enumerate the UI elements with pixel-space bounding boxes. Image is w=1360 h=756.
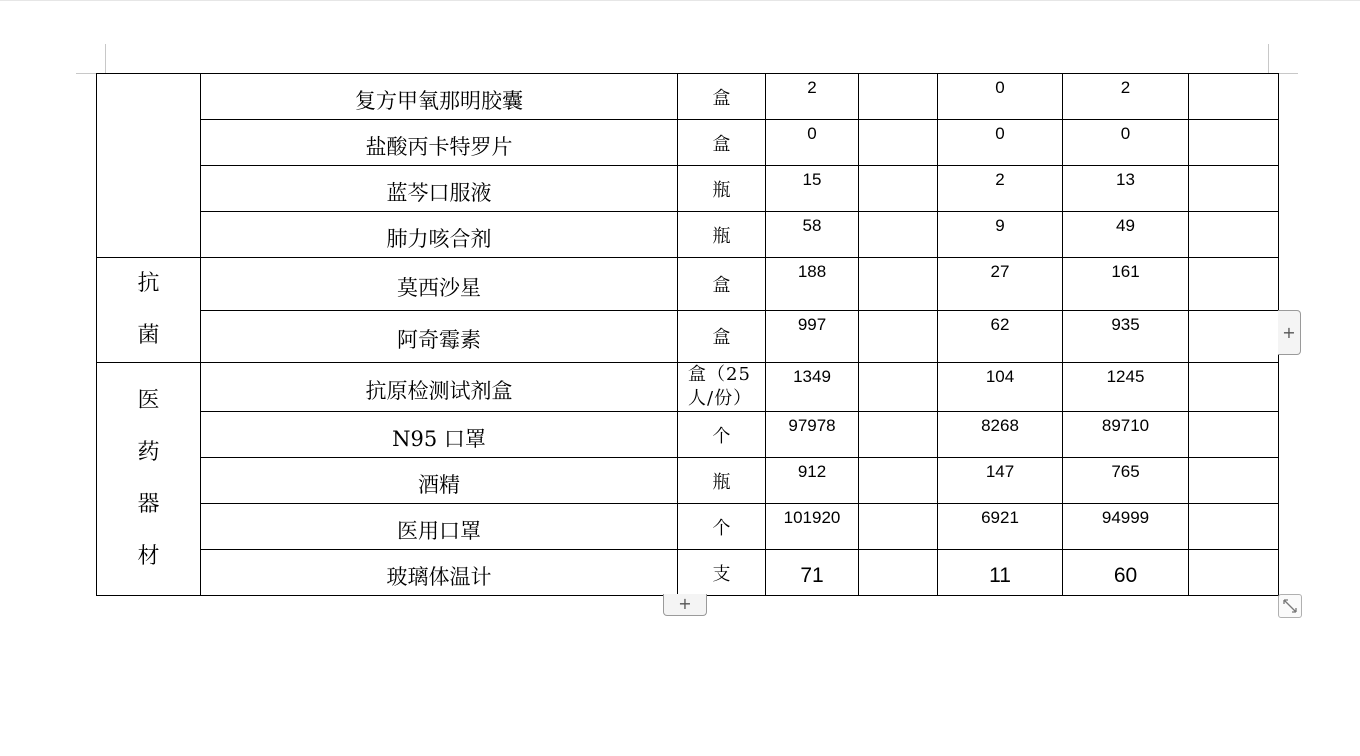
item-name-cell[interactable]: 复方甲氧那明胶囊: [201, 74, 678, 120]
empty-cell[interactable]: [1189, 212, 1279, 258]
unit-cell[interactable]: 瓶: [678, 458, 766, 504]
quantity-cell[interactable]: 912: [766, 458, 859, 504]
table-row: [97, 363, 1279, 412]
empty-cell[interactable]: [1189, 458, 1279, 504]
unit-cell[interactable]: 盒（25人/份）: [678, 363, 766, 412]
item-name-cell[interactable]: 蓝芩口服液: [201, 166, 678, 212]
quantity-cell[interactable]: 58: [766, 212, 859, 258]
quantity-cell[interactable]: 1349: [766, 363, 859, 412]
table-row: [97, 212, 1279, 258]
quantity-cell[interactable]: 94999: [1063, 504, 1189, 550]
quantity-cell[interactable]: 0: [1063, 120, 1189, 166]
quantity-cell[interactable]: 0: [938, 120, 1063, 166]
category-cell-antibacterial[interactable]: [97, 258, 201, 363]
empty-cell[interactable]: [859, 504, 938, 550]
plus-icon: +: [1282, 323, 1296, 342]
add-row-button[interactable]: [663, 594, 707, 616]
unit-cell[interactable]: 瓶: [678, 212, 766, 258]
category-char: 材: [137, 544, 160, 569]
empty-cell[interactable]: [859, 363, 938, 412]
quantity-cell[interactable]: 935: [1063, 310, 1189, 363]
category-char: 菌: [137, 323, 160, 348]
quantity-cell[interactable]: 161: [1063, 258, 1189, 311]
empty-cell[interactable]: [859, 258, 938, 311]
empty-cell[interactable]: [1189, 166, 1279, 212]
table-row: [97, 310, 1279, 363]
crop-mark-right-vertical: [1268, 44, 1269, 74]
category-char: 抗: [137, 271, 160, 296]
item-name-cell[interactable]: 玻璃体温计: [201, 550, 678, 596]
unit-cell[interactable]: 盒: [678, 310, 766, 363]
item-name-cell[interactable]: 抗原检测试剂盒: [201, 363, 678, 412]
table-row: [97, 166, 1279, 212]
category-char: 医: [137, 388, 160, 413]
empty-cell[interactable]: [859, 120, 938, 166]
unit-cell[interactable]: 个: [678, 412, 766, 458]
empty-cell[interactable]: [1189, 412, 1279, 458]
table-row: [97, 550, 1279, 596]
category-cell-medical-supplies[interactable]: [97, 363, 201, 596]
empty-cell[interactable]: [1189, 550, 1279, 596]
quantity-cell[interactable]: 15: [766, 166, 859, 212]
empty-cell[interactable]: [859, 310, 938, 363]
item-name-cell[interactable]: 医用口罩: [201, 504, 678, 550]
empty-cell[interactable]: [1189, 504, 1279, 550]
quantity-cell[interactable]: 0: [938, 74, 1063, 120]
table-row: [97, 458, 1279, 504]
unit-cell[interactable]: 盒: [678, 120, 766, 166]
item-name-cell[interactable]: N95 口罩: [201, 412, 678, 458]
crop-mark-left-vertical: [105, 44, 106, 74]
quantity-cell[interactable]: 71: [766, 550, 859, 596]
unit-cell[interactable]: 盒: [678, 258, 766, 311]
item-name-cell[interactable]: 肺力咳合剂: [201, 212, 678, 258]
empty-cell[interactable]: [1189, 258, 1279, 311]
quantity-cell[interactable]: 765: [1063, 458, 1189, 504]
item-name-cell[interactable]: 酒精: [201, 458, 678, 504]
empty-cell[interactable]: [1189, 310, 1279, 363]
table-row: [97, 74, 1279, 120]
empty-cell[interactable]: [1189, 74, 1279, 120]
category-cell[interactable]: [97, 74, 201, 258]
table-row: [97, 258, 1279, 311]
quantity-cell[interactable]: 27: [938, 258, 1063, 311]
add-column-button[interactable]: [1278, 310, 1301, 355]
quantity-cell[interactable]: 97978: [766, 412, 859, 458]
quantity-cell[interactable]: 8268: [938, 412, 1063, 458]
table-row: [97, 412, 1279, 458]
table-resize-handle[interactable]: [1278, 594, 1302, 618]
page-top-edge: [0, 0, 1360, 1]
empty-cell[interactable]: [859, 74, 938, 120]
category-char: 药: [137, 440, 160, 465]
quantity-cell[interactable]: 2: [766, 74, 859, 120]
empty-cell[interactable]: [859, 412, 938, 458]
empty-cell[interactable]: [859, 212, 938, 258]
quantity-cell[interactable]: 104: [938, 363, 1063, 412]
category-char: 器: [137, 492, 160, 517]
quantity-cell[interactable]: 188: [766, 258, 859, 311]
quantity-cell[interactable]: 62: [938, 310, 1063, 363]
quantity-cell[interactable]: 9: [938, 212, 1063, 258]
resize-diagonal-icon: [1279, 595, 1301, 617]
quantity-cell[interactable]: 89710: [1063, 412, 1189, 458]
quantity-cell[interactable]: 13: [1063, 166, 1189, 212]
quantity-cell[interactable]: 49: [1063, 212, 1189, 258]
empty-cell[interactable]: [1189, 363, 1279, 412]
item-name-cell[interactable]: 盐酸丙卡特罗片: [201, 120, 678, 166]
quantity-cell[interactable]: 2: [938, 166, 1063, 212]
quantity-cell[interactable]: 0: [766, 120, 859, 166]
quantity-cell[interactable]: 2: [1063, 74, 1189, 120]
table-row: [97, 120, 1279, 166]
item-name-cell[interactable]: 莫西沙星: [201, 258, 678, 311]
quantity-cell[interactable]: 1245: [1063, 363, 1189, 412]
empty-cell[interactable]: [1189, 120, 1279, 166]
unit-cell[interactable]: 瓶: [678, 166, 766, 212]
empty-cell[interactable]: [859, 458, 938, 504]
inventory-table[interactable]: [96, 73, 1279, 596]
quantity-cell[interactable]: 997: [766, 310, 859, 363]
unit-cell[interactable]: 盒: [678, 74, 766, 120]
empty-cell[interactable]: [859, 166, 938, 212]
empty-cell[interactable]: [859, 550, 938, 596]
unit-cell[interactable]: 支: [678, 550, 766, 596]
unit-cell[interactable]: 个: [678, 504, 766, 550]
item-name-cell[interactable]: 阿奇霉素: [201, 310, 678, 363]
quantity-cell[interactable]: 60: [1063, 550, 1189, 596]
quantity-cell[interactable]: 101920: [766, 504, 859, 550]
quantity-cell[interactable]: 6921: [938, 504, 1063, 550]
quantity-cell[interactable]: 147: [938, 458, 1063, 504]
table-row: [97, 504, 1279, 550]
quantity-cell[interactable]: 11: [938, 550, 1063, 596]
plus-icon: +: [678, 594, 692, 613]
